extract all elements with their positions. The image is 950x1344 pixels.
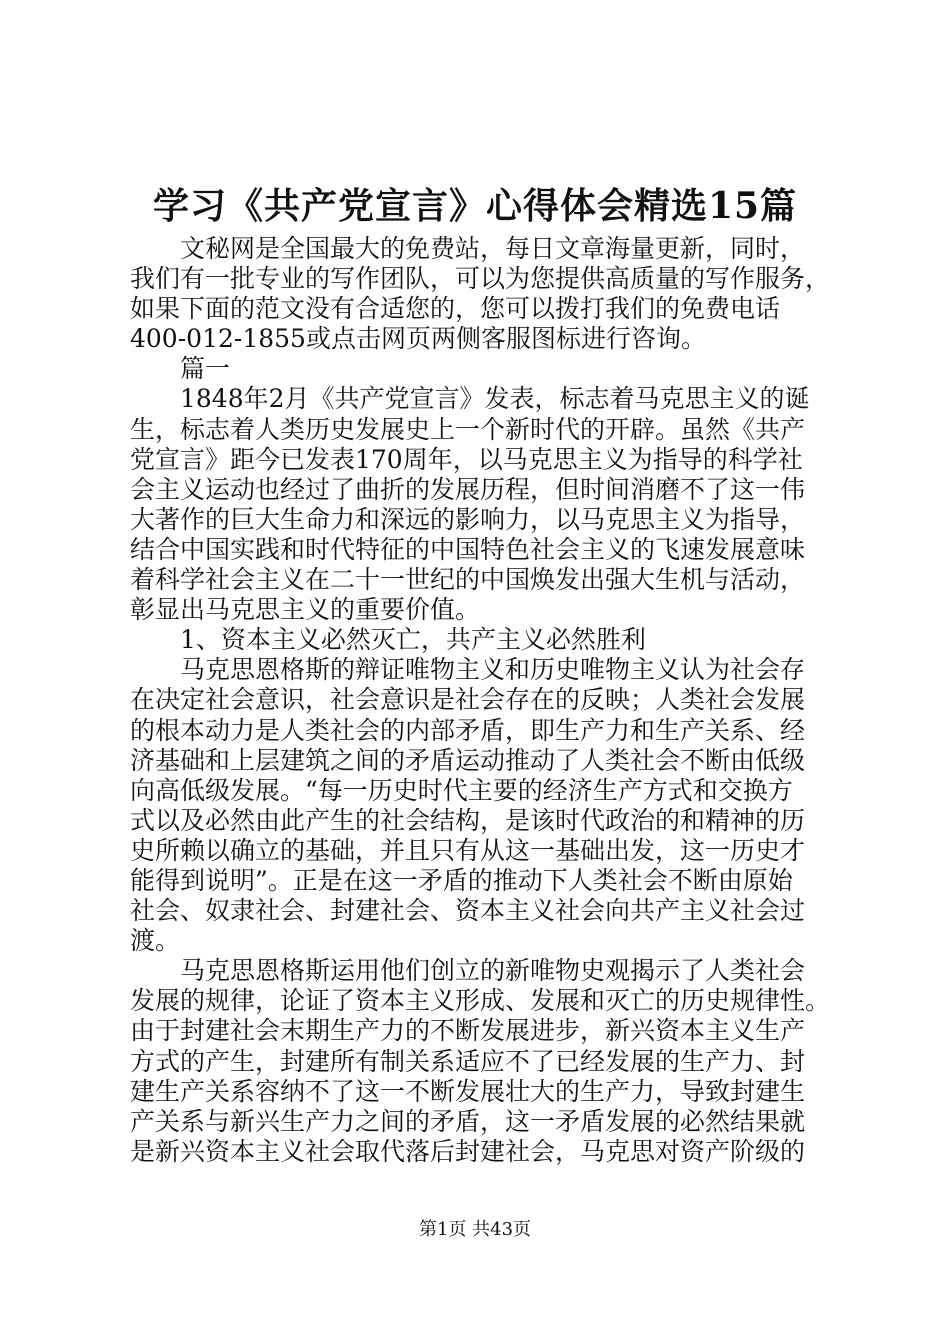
body-line: 马克思恩格斯的辩证唯物主义和历史唯物主义认为社会存	[130, 655, 806, 685]
body-line: 在决定社会意识，社会意识是社会存在的反映；人类社会发展	[130, 685, 806, 715]
body-line: 会主义运动也经过了曲折的发展历程，但时间消磨不了这一伟	[130, 474, 806, 504]
body-line: 济基础和上层建筑之间的矛盾运动推动了人类社会不断由低级	[130, 745, 806, 775]
document-title: 学习《共产党宣言》心得体会精选15篇	[152, 185, 798, 227]
body-line: 生，标志着人类历史发展史上一个新时代的开辟。虽然《共产	[130, 414, 806, 444]
body-line: 建生产关系容纳不了这一不断发展壮大的生产力，导致封建生	[130, 1076, 806, 1106]
body-line: 如果下面的范文没有合适您的，您可以拨打我们的免费电话	[130, 294, 781, 324]
body-line: 是新兴资本主义社会取代落后封建社会，马克思对资产阶级的	[130, 1136, 806, 1166]
body-line: 大著作的巨大生命力和深远的影响力，以马克思主义为指导，	[130, 504, 806, 534]
body-line: 史所赖以确立的基础，并且只有从这一基础出发，这一历史才	[130, 835, 806, 865]
body-line: 1848年2月《共产党宣言》发表，标志着马克思主义的诞	[130, 384, 810, 414]
body-line: 党宣言》距今已发表170周年，以马克思主义为指导的科学社	[130, 444, 803, 474]
body-line: 由于封建社会末期生产力的不断发展进步，新兴资本主义生产	[130, 1016, 806, 1046]
body-line: 文秘网是全国最大的免费站，每日文章海量更新，同时，	[130, 234, 806, 263]
subsection-heading: 1、资本主义必然灭亡，共产主义必然胜利	[130, 625, 646, 655]
body-line: 产关系与新兴生产力之间的矛盾，这一矛盾发展的必然结果就	[130, 1106, 806, 1136]
body-line: 400-012-1855或点击网页两侧客服图标进行咨询。	[130, 324, 706, 354]
body-line: 式以及必然由此产生的社会结构，是该时代政治的和精神的历	[130, 805, 806, 835]
body-line: 我们有一批专业的写作团队，可以为您提供高质量的写作服务，	[130, 264, 831, 294]
section-heading: 篇一	[130, 354, 231, 384]
body-line: 着科学社会主义在二十一世纪的中国焕发出强大生机与活动，	[130, 565, 806, 595]
body-line: 向高低级发展。“每一历史时代主要的经济生产方式和交换方	[130, 775, 793, 805]
body-line: 能得到说明”。正是在这一矛盾的推动下人类社会不断由原始	[130, 865, 793, 895]
body-line: 结合中国实践和时代特征的中国特色社会主义的飞速发展意味	[130, 534, 806, 564]
body-line: 方式的产生，封建所有制关系适应不了已经发展的生产力、封	[130, 1046, 806, 1076]
page-number-footer: 第1页 共43页	[418, 1219, 532, 1240]
body-line: 彰显出马克思主义的重要价值。	[130, 595, 481, 625]
body-line: 马克思恩格斯运用他们创立的新唯物史观揭示了人类社会	[130, 956, 806, 986]
body-line: 的根本动力是人类社会的内部矛盾，即生产力和生产关系、经	[130, 715, 806, 745]
document-body	[130, 234, 830, 1167]
body-line: 渡。	[130, 926, 181, 956]
body-line: 发展的规律，论证了资本主义形成、发展和灭亡的历史规律性。	[130, 986, 831, 1016]
body-line: 社会、奴隶社会、封建社会、资本主义社会向共产主义社会过	[130, 896, 806, 926]
